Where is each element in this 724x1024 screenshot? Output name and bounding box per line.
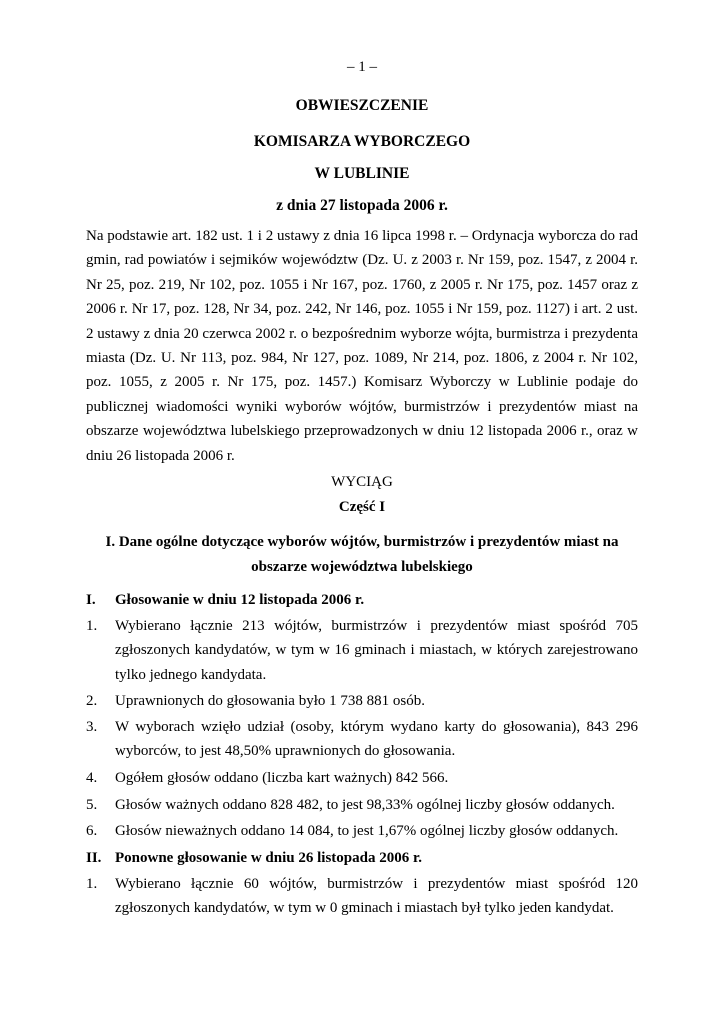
list-item-text: Wybierano łącznie 60 wójtów, burmistrzów i prezydentów miast spośród 120 zgłoszonych kandydatów, w tym w 0 gminach i miastach był tylko jeden kandydat. (115, 876, 638, 917)
list-item-number: 2. (86, 693, 98, 709)
document-date: z dnia 27 listopada 2006 r. (276, 197, 448, 214)
section-1-heading (86, 588, 638, 612)
list-item-number: 1. (86, 876, 98, 892)
list-item-number: 3. (86, 719, 98, 735)
section-2-title: Ponowne głosowanie w dniu 26 listopada 2006 r. (115, 850, 423, 866)
section-heading-line1: I. Dane ogólne dotyczące wyborów wójtów, burmistrzów i prezydentów miast na (105, 534, 619, 550)
section-2-heading (86, 846, 638, 870)
list-item (86, 715, 638, 764)
list-item-text: Wybierano łącznie 213 wójtów, burmistrzów i prezydentów miast spośród 705 zgłoszonych kandydatów, w tym w 16 gminach i miastach, w których zarejestrowano tylko jednego kandydata. (115, 618, 638, 683)
issuer-location: W LUBLINIE (314, 165, 410, 182)
list-item-number: 5. (86, 797, 98, 813)
list-item-number: 4. (86, 770, 98, 786)
section-1-title: Głosowanie w dniu 12 listopada 2006 r. (115, 592, 365, 608)
issuer-title: KOMISARZA WYBORCZEGO (253, 133, 471, 150)
intro-paragraph: Na podstawie art. 182 ust. 1 i 2 ustawy z dnia 16 lipca 1998 r. – Ordynacja wyborcza do rad gmin, rad powiatów i sejmików województw (Dz. U. z 2003 r. Nr 159, poz. 1547, z 2004 r. Nr 25, poz. 219, Nr 102, poz. 1055 i Nr 167, poz. 1760, z 2005 r. Nr 175, poz. 1457 oraz z 2006 r. Nr 17, poz. 128, Nr 34, poz. 242, Nr 146, poz. 1055 i Nr 159, poz. 1127) i art. 2 ust. 2 ustawy z dnia 20 czerwca 2002 r. o bezpośrednim wyborze wójta, burmistrza i prezydenta miasta (Dz. U. Nr 113, poz. 984, Nr 127, poz. 1089, Nr 214, poz. 1806, z 2004 r. Nr 102, poz. 1055, z 2005 r. Nr 175, poz. 1457.) Komisarz Wyborczy w Lublinie podaje do publicznej wiadomości wyniki wyborów wójtów, burmistrzów i prezydentów miast na obszarze województwa lubelskiego przeprowadzonych w dniu 12 listopada 2006 r., oraz w dniu 26 listopada 2006 r. (86, 228, 638, 464)
section-2-number: II. (86, 850, 102, 866)
list-item-text: Ogółem głosów oddano (liczba kart ważnych) 842 566. (115, 770, 449, 786)
document-title: OBWIESZCZENIE (295, 97, 429, 114)
list-item (86, 819, 638, 843)
list-item (86, 793, 638, 817)
part-label: Część I (338, 499, 386, 515)
list-item-text: Uprawnionych do głosowania było 1 738 881 osób. (115, 693, 425, 709)
list-item (86, 872, 638, 921)
list-item (86, 766, 638, 790)
list-item-text: W wyborach wzięło udział (osoby, którym wydano karty do głosowania), 843 296 wyborców, to jest 48,50% uprawnionych do głosowania. (115, 719, 638, 760)
extract-label: WYCIĄG (331, 474, 393, 490)
list-item-text: Głosów ważnych oddano 828 482, to jest 98,33% ogólnej liczby głosów oddanych. (115, 797, 615, 813)
section-heading-line2: obszarze województwa lubelskiego (251, 559, 473, 575)
section-1-number: I. (86, 592, 96, 608)
list-item-text: Głosów nieważnych oddano 14 084, to jest 1,67% ogólnej liczby głosów oddanych. (115, 823, 619, 839)
list-item (86, 614, 638, 687)
list-item-number: 1. (86, 618, 98, 634)
list-item (86, 689, 638, 713)
page-number: – 1 – (347, 59, 377, 75)
list-item-number: 6. (86, 823, 98, 839)
